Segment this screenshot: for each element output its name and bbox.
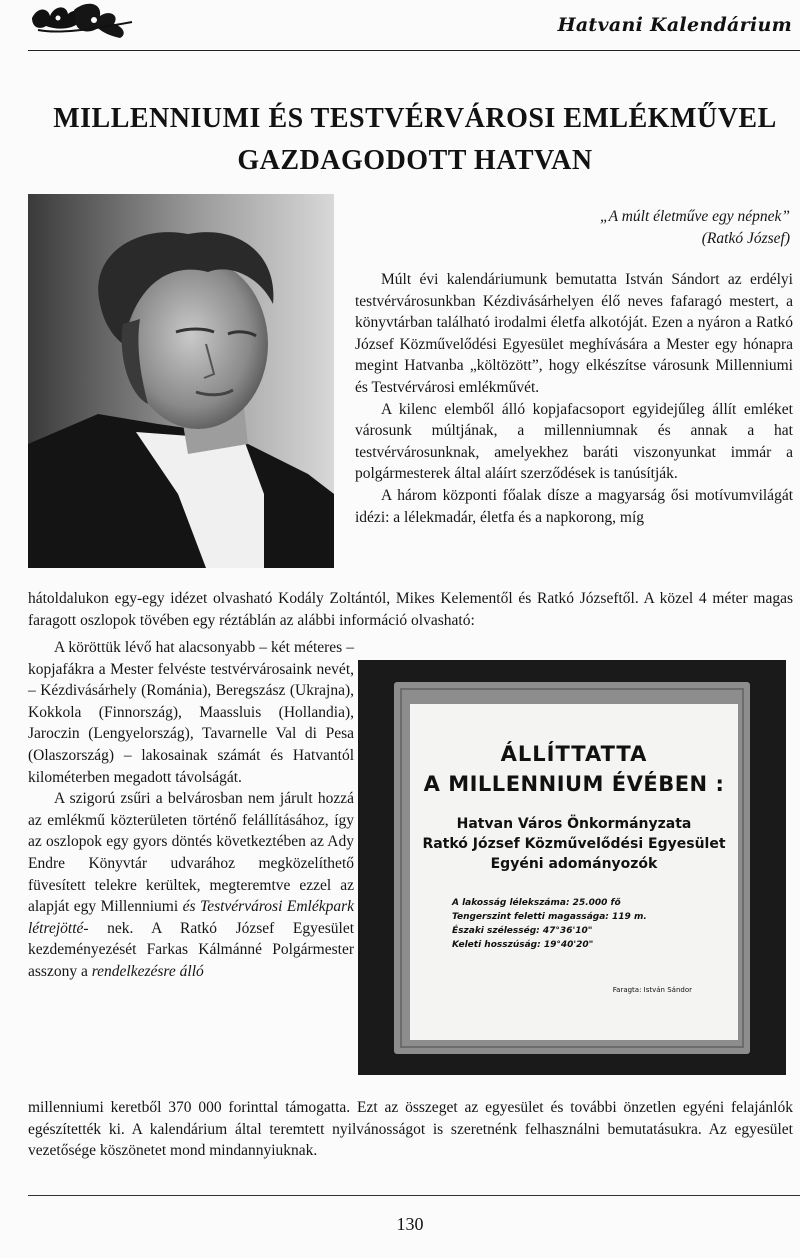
plaque-photo [358, 660, 786, 1075]
paragraph-5-italic-2: rendelkezésre álló [91, 962, 204, 980]
portrait-photo [28, 194, 334, 568]
epigraph-author: (Ratkó József) [701, 230, 790, 247]
paragraph-2: A kilenc elemből álló kopjafacsoport egyidejűleg állít emléket városunk múltjának, a millenniumnak és annak a hat testvérvárosunknak, amelyekhez baráti viszonyunkat immár a polgármesterek által aláírt szerződések is tanúsítják. [355, 400, 793, 483]
left-column-text [28, 637, 354, 983]
paragraph-5-italic: és Testvérvárosi Emlékpark létrejötté- [28, 898, 355, 937]
article-title-line2: GAZDAGODOTT HATVAN [237, 145, 593, 176]
full-width-text-b [28, 1097, 793, 1162]
paragraph-5-end: millenniumi keretből 370 000 forinttal támogatta. Ezt az összeget az egyesület és további önzetlen egyéni felajánlók egészítették ki. A kalendárium által teremtett nyilvánosságot is szeretnénk felhasználni bemutatásukra. Az egyesület vezetősége köszönetet mond mindannyiuknak. [28, 1099, 793, 1160]
article-title-line1: MILLENNIUMI ÉS TESTVÉRVÁROSI EMLÉKMŰVEL [53, 103, 777, 134]
paragraph-3-end: hátoldalukon egy-egy idézet olvasható Kodály Zoltántól, Mikes Kelementől és Ratkó Józseftől. A közel 4 méter magas faragott oszlopok tövében egy réztáblán az alábbi információ olvasható: [28, 590, 793, 629]
paragraph-5 [28, 788, 354, 982]
plaque-credit: Faragta: István Sándor [612, 986, 692, 994]
running-title: Hatvani Kalendárium [557, 14, 792, 36]
plaque-line2: A MILLENNIUM ÉVÉBEN : [423, 772, 725, 796]
right-column-text [355, 269, 793, 528]
page-number: 130 [396, 1214, 424, 1234]
paragraph-4: A köröttük lévő hat alacsonyabb – két méteres – kopjafákra a Mester felvéste testvérvárosaink nevét, – Kézdivásárhely (Románia), Beregszász (Ukrajna), Kokkola (Finnország), Maassluis (Hollandia), Jaroczin (Lengyelország), Tavarnelle Val di Pesa (Olaszország) – lakosainak számát és Hatvantól kilométerben megadott távolságát. [28, 639, 354, 786]
footer-rule [28, 1195, 800, 1196]
plaque-fact-longitude: Keleti hosszúság: 19°40'20" [452, 940, 594, 950]
plaque-line4: Ratkó József Közművelődési Egyesület [422, 836, 726, 852]
plaque-line3: Hatvan Város Önkormányzata [456, 816, 692, 832]
plaque-fact-latitude: Északi szélesség: 47°36'10" [452, 926, 593, 936]
epigraph-quote: „A múlt életműve egy népnek” [600, 208, 790, 225]
paragraph-5-part-b: nek. A Ratkó József Egyesület kezdeményezését Farkas Kálmánné Polgármester asszony a [28, 919, 355, 980]
plaque-line5: Egyéni adományozók [490, 856, 658, 872]
plaque-line1: ÁLLÍTTATTA [500, 742, 648, 766]
plaque-fact-population: A lakosság lélekszáma: 25.000 fő [452, 898, 621, 908]
header-rule [28, 50, 800, 51]
plaque-board [410, 704, 738, 1040]
holly-leaf-ornament-icon [28, 0, 140, 42]
paragraph-5-part-a: A szigorú zsűri a belvárosban nem járult hozzá az emlékmű közterületen történő felállításához, így az oszlopok egy gyors döntés következtében az Ady Endre Könyvtár udvarához megközelíthető füvesített telekre kerültek, megteremtve ezzel az alapját egy Millenniumi [28, 790, 354, 916]
epigraph [600, 206, 790, 250]
plaque-fact-elevation: Tengerszint feletti magassága: 119 m. [452, 912, 647, 922]
plaque-facts [452, 896, 647, 952]
paragraph-3-start: A három központi főalak dísze a magyarság ősi motívumvilágát idézi: a lélekmadár, életfa és a napkorong, míg [355, 486, 793, 526]
paragraph-1: Múlt évi kalendáriumunk bemutatta István Sándort az erdélyi testvérvárosunkban Kézdivásárhelyen élő neves fafaragó mestert, a könyvtárban található irodalmi életfa alkotóját. Ezen a nyáron a Ratkó József Közművelődési Egyesület meghívására a Mester egy hónapra megint Hatvanba „költözött”, hogy elkészítse városunk Millenniumi és Testvérvárosi emlékművét. [355, 271, 793, 396]
full-width-text-a [28, 588, 793, 631]
article-title [30, 98, 800, 182]
